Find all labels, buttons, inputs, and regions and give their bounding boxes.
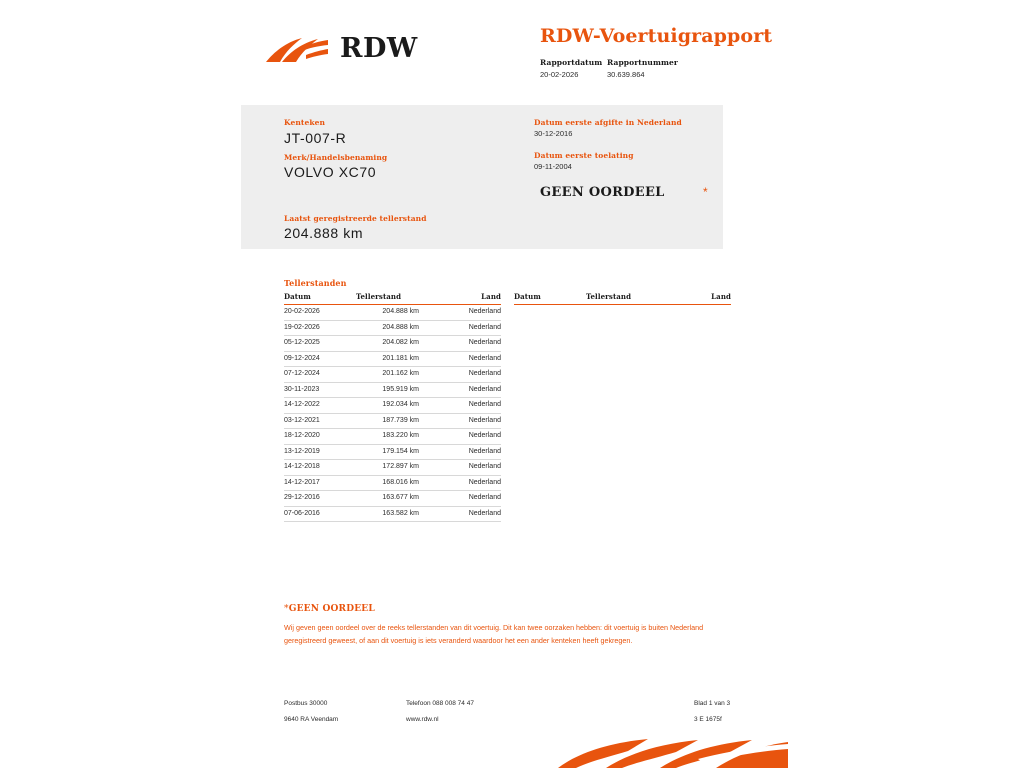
table-row [284,398,501,414]
verdict-heading: GEEN OORDEEL [540,185,665,200]
cell-date: 20-02-2026 [284,308,320,315]
table-row [284,445,501,461]
odometer-column-left [284,292,501,522]
cell-date: 09-12-2024 [284,354,320,362]
report-title: RDW-Voertuigrapport [540,25,773,47]
report-number-value: 30.639.864 [607,70,645,79]
cell-odometer: 204.888 km [382,308,419,315]
verdict-footnote-marker: * [703,185,708,199]
cell-date: 19-02-2026 [284,323,320,331]
footer-page-number: Blad 1 van 3 [694,700,731,707]
cell-date: 18-12-2020 [284,432,320,439]
column-header-odometer: Tellerstand [586,292,632,301]
rdw-footer-graphic-icon [548,735,788,768]
cell-country: Nederland [468,354,501,362]
table-header-row [284,292,501,305]
footnote-title [284,604,704,614]
rdw-logo [264,20,464,76]
eerste-afgifte-value: 30-12-2016 [534,129,573,138]
table-row [284,507,501,523]
column-header-date: Datum [284,292,311,301]
report-meta [540,58,940,84]
cell-country: Nederland [468,416,501,424]
report-date-value: 20-02-2026 [540,70,579,79]
cell-odometer: 201.162 km [382,370,419,377]
table-row [284,321,501,337]
cell-odometer: 179.154 km [382,447,419,455]
document-header [0,0,1024,96]
tellerstand-label: Laatst geregistreerde tellerstand [284,214,427,223]
tellerstand-value: 204.888 km [284,225,364,241]
vehicle-summary-panel [241,105,723,249]
cell-date: 14-12-2018 [284,463,320,470]
footnote-body: Wij geven geen oordeel over de reeks tellerstanden van dit voertuig. Dit kan twee oorzaken hebben: dit voertuig is buiten Nederland geregistreerd geweest, of aan dit voertuig is iets veranderd waardoor het een ander kenteken heeft gekregen. [284,623,704,645]
kenteken-label: Kenteken [284,118,326,127]
footnote-title-text: GEEN OORDEEL [288,604,375,614]
cell-odometer: 192.034 km [382,401,419,408]
footer-address-line2: 9640 RA Veendam [284,716,339,723]
footer-website[interactable]: www.rdw.nl [406,716,439,723]
cell-date: 14-12-2017 [284,478,320,486]
merk-label: Merk/Handelsbenaming [284,153,388,162]
cell-odometer: 168.016 km [382,478,419,486]
cell-country: Nederland [468,323,501,331]
footer-page-info [694,700,730,723]
table-row [284,305,501,321]
footer-doc-code: 3 E 1675f [694,716,722,723]
cell-country: Nederland [468,447,501,455]
cell-country: Nederland [468,494,501,501]
footer-phone: Telefoon 088 008 74 47 [406,700,474,707]
page-footer [284,700,734,730]
footer-address-line1: Postbus 30000 [284,700,328,707]
table-row [284,491,501,507]
kenteken-value: JT-007-R [284,130,347,146]
cell-date: 30-11-2023 [284,385,320,393]
column-header-odometer: Tellerstand [356,292,402,301]
odometer-readings-section [284,278,734,517]
report-number-label: Rapportnummer [607,58,678,67]
odometer-table-title: Tellerstanden [284,278,347,288]
table-row [284,476,501,492]
cell-odometer: 172.897 km [382,463,419,470]
column-header-date: Datum [514,292,541,301]
cell-odometer: 195.919 km [382,385,419,393]
rdw-wordmark: RDW [340,33,418,64]
cell-country: Nederland [468,478,501,486]
cell-country: Nederland [468,385,501,393]
cell-country: Nederland [468,432,501,439]
table-header-row [514,292,731,305]
odometer-rows-left [284,305,501,522]
cell-date: 07-06-2016 [284,509,320,517]
table-row [284,414,501,430]
table-row [284,336,501,352]
cell-odometer: 187.739 km [382,416,419,424]
footer-contact [406,700,474,723]
cell-date: 03-12-2021 [284,416,320,424]
report-date-label: Rapportdatum [540,58,603,67]
cell-date: 13-12-2019 [284,447,320,455]
table-row [284,460,501,476]
column-header-country: Land [481,292,501,301]
eerste-toelating-label: Datum eerste toelating [534,151,634,160]
cell-odometer: 204.082 km [382,339,419,346]
cell-odometer: 183.220 km [382,432,419,439]
merk-value: VOLVO XC70 [284,164,377,180]
cell-date: 14-12-2022 [284,401,320,408]
footnote-block [284,604,704,647]
cell-country: Nederland [468,509,501,517]
cell-odometer: 201.181 km [382,354,419,362]
table-row [284,352,501,368]
table-row [284,429,501,445]
cell-date: 07-12-2024 [284,370,320,377]
column-header-country: Land [711,292,731,301]
footer-address [284,700,338,723]
cell-date: 29-12-2016 [284,494,320,501]
cell-country: Nederland [468,370,501,377]
table-row [284,383,501,399]
eerste-afgifte-label: Datum eerste afgifte in Nederland [534,118,682,127]
cell-country: Nederland [468,308,501,315]
table-row [284,367,501,383]
report-number-block [607,58,678,79]
cell-country: Nederland [468,463,501,470]
rdw-swoosh-logo-icon [264,34,330,66]
footnote-star: * [284,604,289,614]
eerste-toelating-value: 09-11-2004 [534,162,572,171]
cell-date: 05-12-2025 [284,339,320,346]
report-date-block [540,58,602,79]
cell-odometer: 163.582 km [382,509,419,517]
odometer-column-right [514,292,731,305]
cell-country: Nederland [468,339,501,346]
cell-odometer: 204.888 km [382,323,419,331]
cell-odometer: 163.677 km [382,494,419,501]
cell-country: Nederland [468,401,501,408]
